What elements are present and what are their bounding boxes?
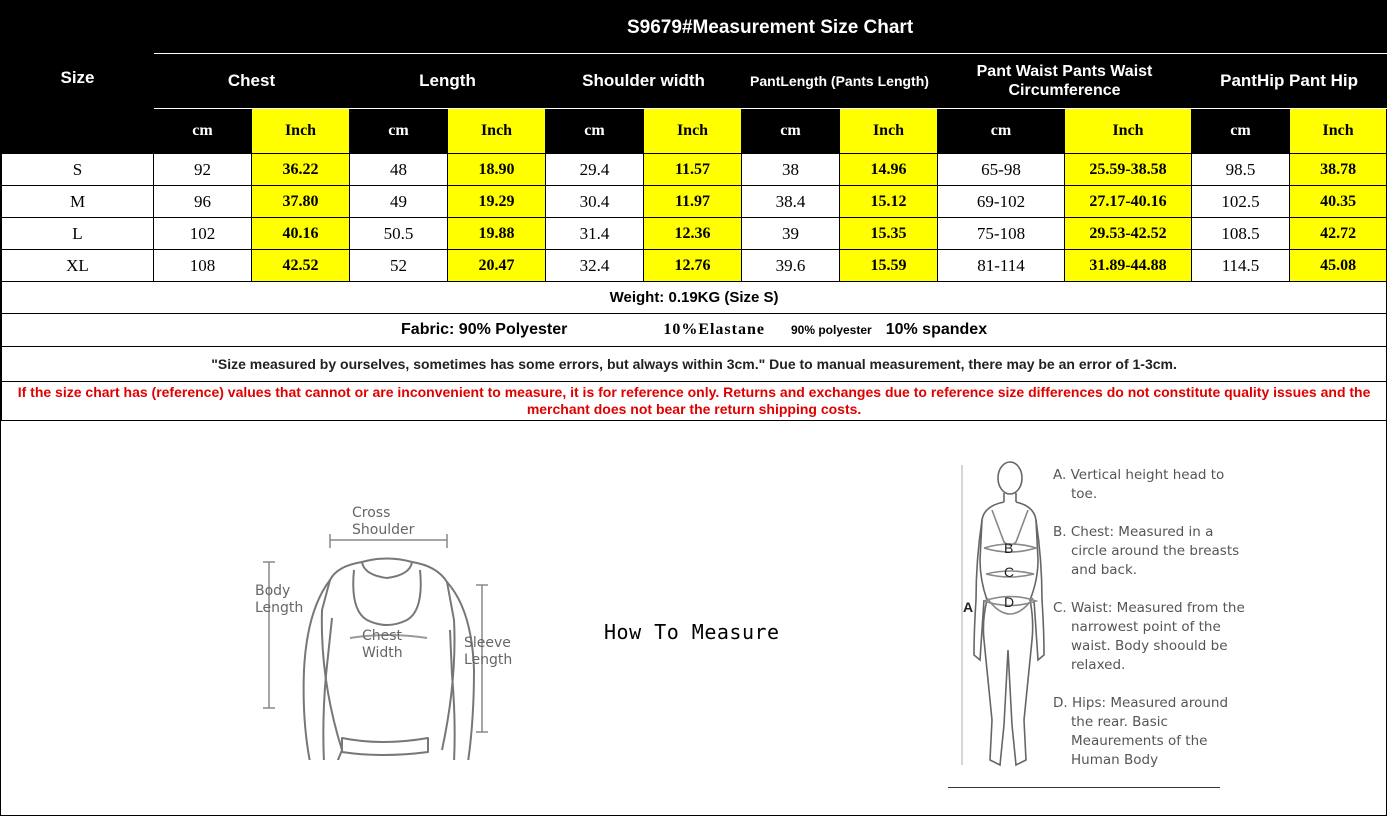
chest-width-label-1: Chest — [362, 628, 403, 644]
cross-shoulder-label-2: Shoulder — [352, 522, 415, 538]
fabric-polyester: 90% polyester — [790, 322, 872, 337]
cell: 29.53-42.52 — [1065, 218, 1192, 250]
size-label: M — [2, 186, 154, 218]
cell: 27.17-40.16 — [1065, 186, 1192, 218]
unit-cm: cm — [1192, 109, 1290, 154]
cell: 19.29 — [448, 186, 546, 218]
how-to-measure-section — [2, 440, 1386, 815]
legend-item-b: B. Chest: Measured in a circle around the breasts and back. — [1053, 524, 1240, 578]
cell: 15.59 — [840, 250, 938, 282]
label-a: A — [963, 599, 974, 615]
cell: 32.4 — [546, 250, 644, 282]
sleeve-length-label-2: Length — [464, 652, 513, 668]
cross-shoulder-label-1: Cross — [352, 505, 391, 521]
unit-cm: cm — [154, 109, 252, 154]
col-chest: Chest — [154, 54, 350, 109]
fabric-main: Fabric: 90% Polyester — [401, 320, 568, 338]
col-pant-hip: PantHip Pant Hip — [1192, 54, 1387, 109]
body-figure-diagram — [952, 460, 1062, 790]
weight-info: Weight: 0.19KG (Size S) — [2, 282, 1387, 314]
how-to-measure-title: How To Measure — [604, 620, 780, 644]
unit-cm: cm — [742, 109, 840, 154]
cell: 45.08 — [1290, 250, 1387, 282]
unit-inch: Inch — [840, 109, 938, 154]
cell: 25.59-38.58 — [1065, 154, 1192, 186]
size-label: XL — [2, 250, 154, 282]
cell: 14.96 — [840, 154, 938, 186]
chart-title: S9679#Measurement Size Chart — [154, 2, 1387, 54]
cell: 15.12 — [840, 186, 938, 218]
fabric-elastane: 10%Elastane — [663, 320, 765, 338]
cell: 11.97 — [644, 186, 742, 218]
col-length: Length — [350, 54, 546, 109]
body-length-label-2: Length — [255, 600, 304, 616]
unit-inch: Inch — [1065, 109, 1192, 154]
cell: 29.4 — [546, 154, 644, 186]
cell: 39 — [742, 218, 840, 250]
unit-inch: Inch — [644, 109, 742, 154]
cell: 19.88 — [448, 218, 546, 250]
cell: 38.78 — [1290, 154, 1387, 186]
legend-item-d: D. Hips: Measured around the rear. Basic Meaurements of the Human Body — [1053, 695, 1229, 768]
chest-width-label-2: Width — [362, 645, 403, 661]
cell: 30.4 — [546, 186, 644, 218]
cell: 11.57 — [644, 154, 742, 186]
cell: 48 — [350, 154, 448, 186]
cell: 40.35 — [1290, 186, 1387, 218]
cell: 42.72 — [1290, 218, 1387, 250]
cell: 81-114 — [938, 250, 1065, 282]
table-row — [2, 154, 1387, 186]
cell: 12.76 — [644, 250, 742, 282]
unit-inch: Inch — [448, 109, 546, 154]
cell: 12.36 — [644, 218, 742, 250]
unit-cm: cm — [938, 109, 1065, 154]
size-label: S — [2, 154, 154, 186]
cell: 36.22 — [252, 154, 350, 186]
cell: 92 — [154, 154, 252, 186]
measurement-note: "Size measured by ourselves, sometimes has some errors, but always within 3cm." Due to manual measurement, there may be an error of 1-3cm. — [2, 347, 1387, 382]
label-c: C — [1004, 564, 1015, 580]
cell: 75-108 — [938, 218, 1065, 250]
label-d: D — [1004, 594, 1015, 610]
cell: 108.5 — [1192, 218, 1290, 250]
size-label: L — [2, 218, 154, 250]
size-chart-table — [1, 1, 1387, 421]
legend-item-a: A. Vertical height head to toe. — [1053, 467, 1225, 502]
sweater-diagram — [242, 500, 542, 760]
fabric-spandex: 10% spandex — [885, 320, 988, 338]
legend-divider — [948, 787, 1220, 788]
cell: 69-102 — [938, 186, 1065, 218]
label-b: B — [1004, 540, 1014, 556]
cell: 108 — [154, 250, 252, 282]
legend-item-c: C. Waist: Measured from the narrowest point of the waist. Body shoould be relaxed. — [1053, 600, 1245, 673]
fabric-info — [2, 314, 1387, 347]
cell: 31.89-44.88 — [1065, 250, 1192, 282]
cell: 31.4 — [546, 218, 644, 250]
body-length-label-1: Body — [255, 583, 291, 599]
col-shoulder-width: Shoulder width — [546, 54, 742, 109]
measurement-legend — [1053, 466, 1253, 770]
cell: 39.6 — [742, 250, 840, 282]
sleeve-length-label-1: Sleeve — [464, 635, 511, 651]
cell: 114.5 — [1192, 250, 1290, 282]
cell: 102.5 — [1192, 186, 1290, 218]
size-header: Size — [2, 2, 154, 154]
cell: 20.47 — [448, 250, 546, 282]
col-pant-waist: Pant Waist Pants Waist Circumference — [938, 54, 1192, 109]
cell: 49 — [350, 186, 448, 218]
table-row — [2, 186, 1387, 218]
human-body-icon — [974, 462, 1044, 765]
col-pant-length: PantLength (Pants Length) — [742, 54, 938, 109]
cell: 96 — [154, 186, 252, 218]
cell: 102 — [154, 218, 252, 250]
table-row — [2, 218, 1387, 250]
cell: 50.5 — [350, 218, 448, 250]
cell: 40.16 — [252, 218, 350, 250]
cell: 38 — [742, 154, 840, 186]
cell: 52 — [350, 250, 448, 282]
cell: 42.52 — [252, 250, 350, 282]
unit-cm: cm — [546, 109, 644, 154]
cell: 15.35 — [840, 218, 938, 250]
cell: 18.90 — [448, 154, 546, 186]
reference-warning: If the size chart has (reference) values that cannot or are inconvenient to measure, it is for reference only. Returns and exchanges due to reference size differences do not constitute quality issues and the merchant does not bear the return shipping costs. — [2, 382, 1387, 421]
table-row — [2, 250, 1387, 282]
unit-cm: cm — [350, 109, 448, 154]
unit-inch: Inch — [1290, 109, 1387, 154]
cell: 38.4 — [742, 186, 840, 218]
cell: 98.5 — [1192, 154, 1290, 186]
cell: 37.80 — [252, 186, 350, 218]
cell: 65-98 — [938, 154, 1065, 186]
unit-inch: Inch — [252, 109, 350, 154]
